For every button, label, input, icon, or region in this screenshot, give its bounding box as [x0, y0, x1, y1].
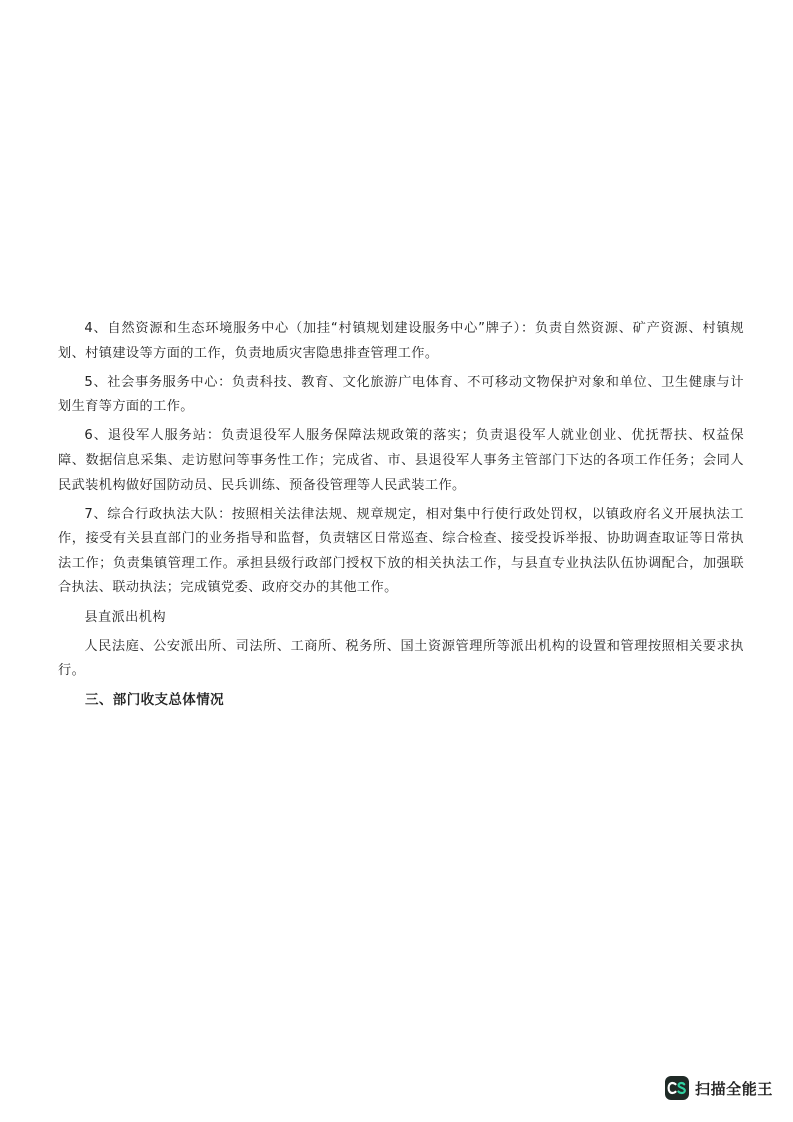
scanner-watermark	[665, 1076, 773, 1100]
paragraph-law-enforcement-brigade: 7、综合行政执法大队：按照相关法律法规、规章规定，相对集中行使行政处罚权，以镇政府名义开展执法工作，接受有关县直部门的业务指导和监督，负责辖区日常巡查、综合检查、接受投诉举报、协助调查取证等日常执法工作；负责集镇管理工作。承担县级行政部门授权下放的相关执法工作，与县直专业执法队伍协调配合，加强联合执法、联动执法；完成镇党委、政府交办的其他工作。	[58, 506, 744, 596]
paragraph-natural-resources-center: 4、自然资源和生态环境服务中心（加挂“村镇规划建设服务中心”牌子）：负责自然资源、矿产资源、村镇规划、村镇建设等方面的工作，负责地质灾害隐患排查管理工作。	[58, 321, 744, 361]
section-heading-revenue-expenditure: 三、部门收支总体情况	[85, 692, 224, 709]
document-body	[58, 317, 744, 713]
paragraph-social-affairs-center: 5、社会事务服务中心：负责科技、教育、文化旅游广电体育、不可移动文物保护对象和单位、卫生健康与计划生育等方面的工作。	[58, 374, 744, 415]
paragraph-county-dispatched-agencies: 人民法庭、公安派出所、司法所、工商所、税务所、国土资源管理所等派出机构的设置和管理按照相关要求执行。	[58, 638, 744, 679]
paragraph-veterans-service-station: 6、退役军人服务站：负责退役军人服务保障法规政策的落实；负责退役军人就业创业、优抚帮扶、权益保障、数据信息采集、走访慰问等事务性工作；完成省、市、县退役军人事务主管部门下达的各项工作任务；会同人民武装机构做好国防动员、民兵训练、预备役管理等人民武装工作。	[58, 428, 744, 493]
paragraph-county-dispatched-agencies-title: 县直派出机构	[84, 609, 166, 625]
scanner-watermark-label: 扫描全能王	[694, 1079, 773, 1098]
camscanner-logo-icon	[665, 1076, 689, 1100]
